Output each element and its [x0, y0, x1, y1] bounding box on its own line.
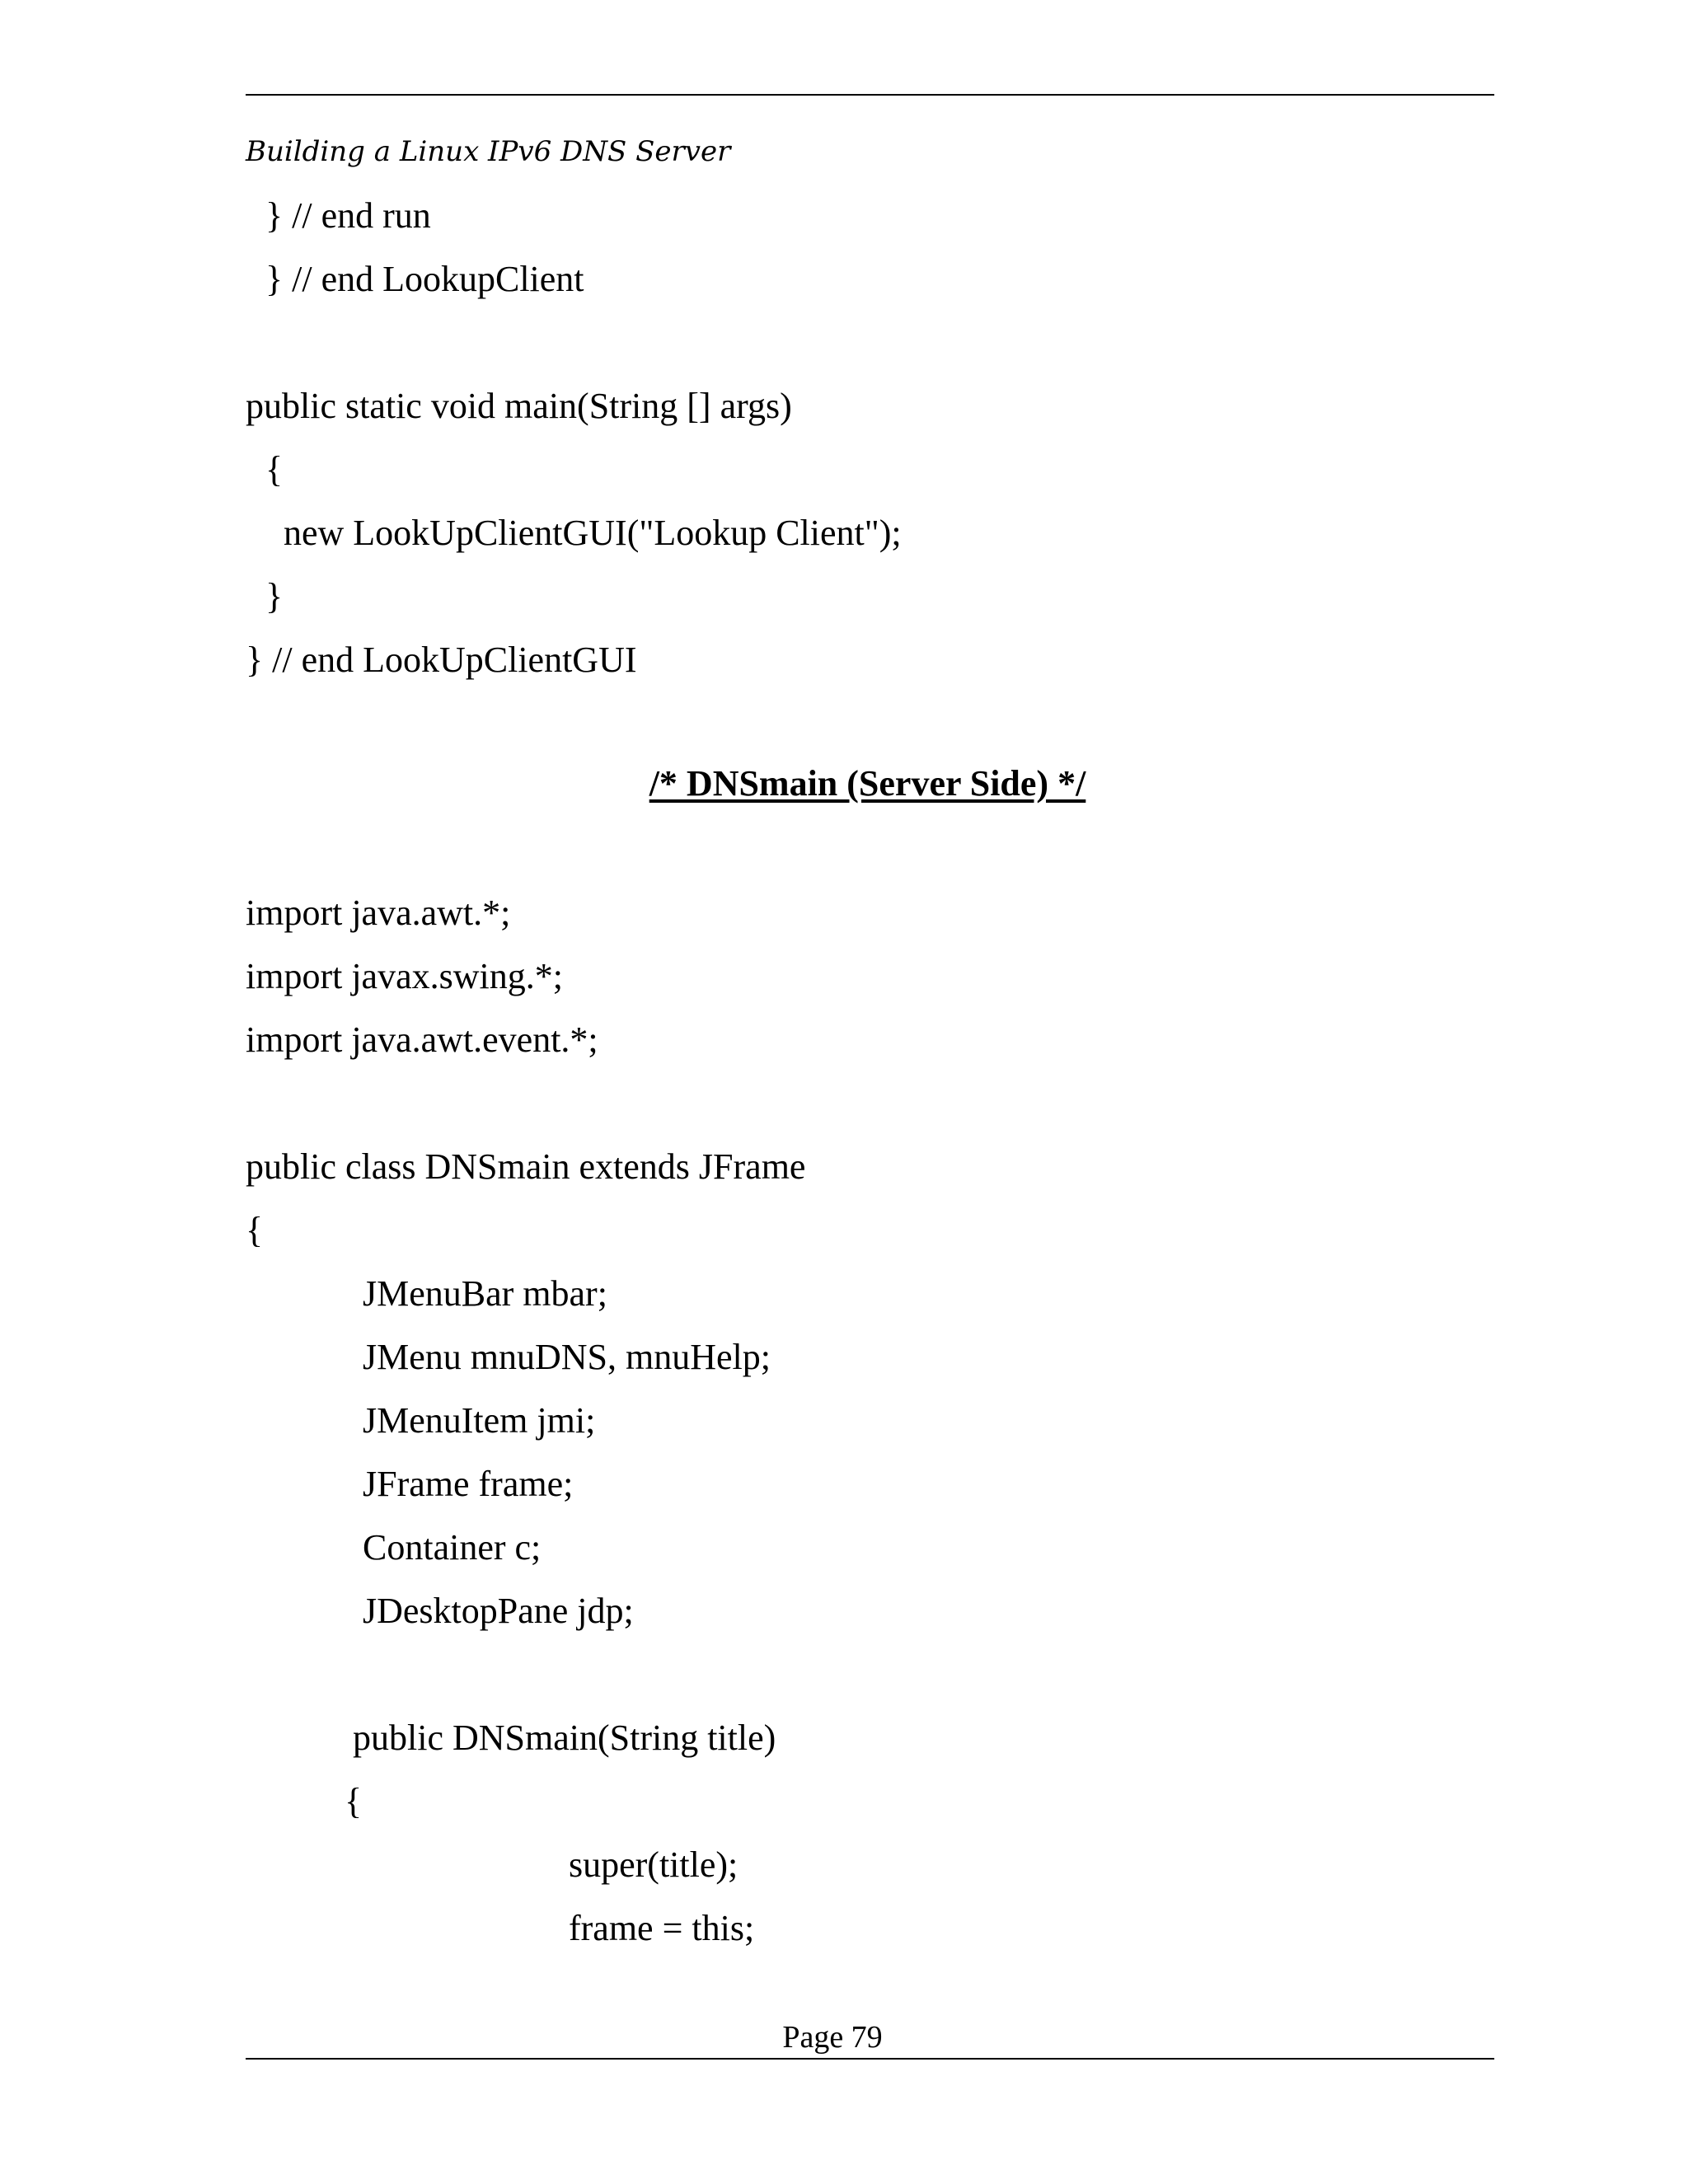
- code-line: {: [265, 449, 284, 490]
- code-line: Container c;: [363, 1527, 542, 1568]
- code-line: import javax.swing.*;: [246, 956, 563, 996]
- code-line: }: [265, 576, 284, 616]
- page-number: Page 79: [782, 2020, 883, 2055]
- code-line: new LookUpClientGUI("Lookup Client");: [284, 513, 902, 553]
- code-line: JMenuItem jmi;: [363, 1400, 596, 1441]
- code-line: } // end LookupClient: [265, 259, 584, 299]
- code-line: } // end run: [265, 195, 431, 236]
- code-line: public static void main(String [] args): [246, 386, 792, 426]
- code-line: super(title);: [569, 1844, 738, 1885]
- code-line: JMenuBar mbar;: [363, 1273, 607, 1314]
- code-line: JFrame frame;: [363, 1464, 574, 1504]
- footer-rule: [246, 2058, 1494, 2060]
- header-rule: [246, 94, 1494, 96]
- code-line: JDesktopPane jdp;: [363, 1591, 634, 1631]
- code-line: public class DNSmain extends JFrame: [246, 1146, 806, 1187]
- code-line: import java.awt.*;: [246, 893, 511, 933]
- code-line: import java.awt.event.*;: [246, 1019, 598, 1060]
- code-line: public DNSmain(String title): [353, 1718, 776, 1758]
- code-line: } // end LookUpClientGUI: [246, 640, 637, 680]
- code-line: {: [246, 1210, 264, 1250]
- section-heading: /* DNSmain (Server Side) */: [649, 763, 1086, 804]
- code-line: JMenu mnuDNS, mnuHelp;: [363, 1337, 771, 1377]
- code-line: frame = this;: [569, 1908, 755, 1948]
- running-header-title: Building a Linux IPv6 DNS Server: [246, 135, 731, 168]
- code-line: {: [345, 1781, 363, 1821]
